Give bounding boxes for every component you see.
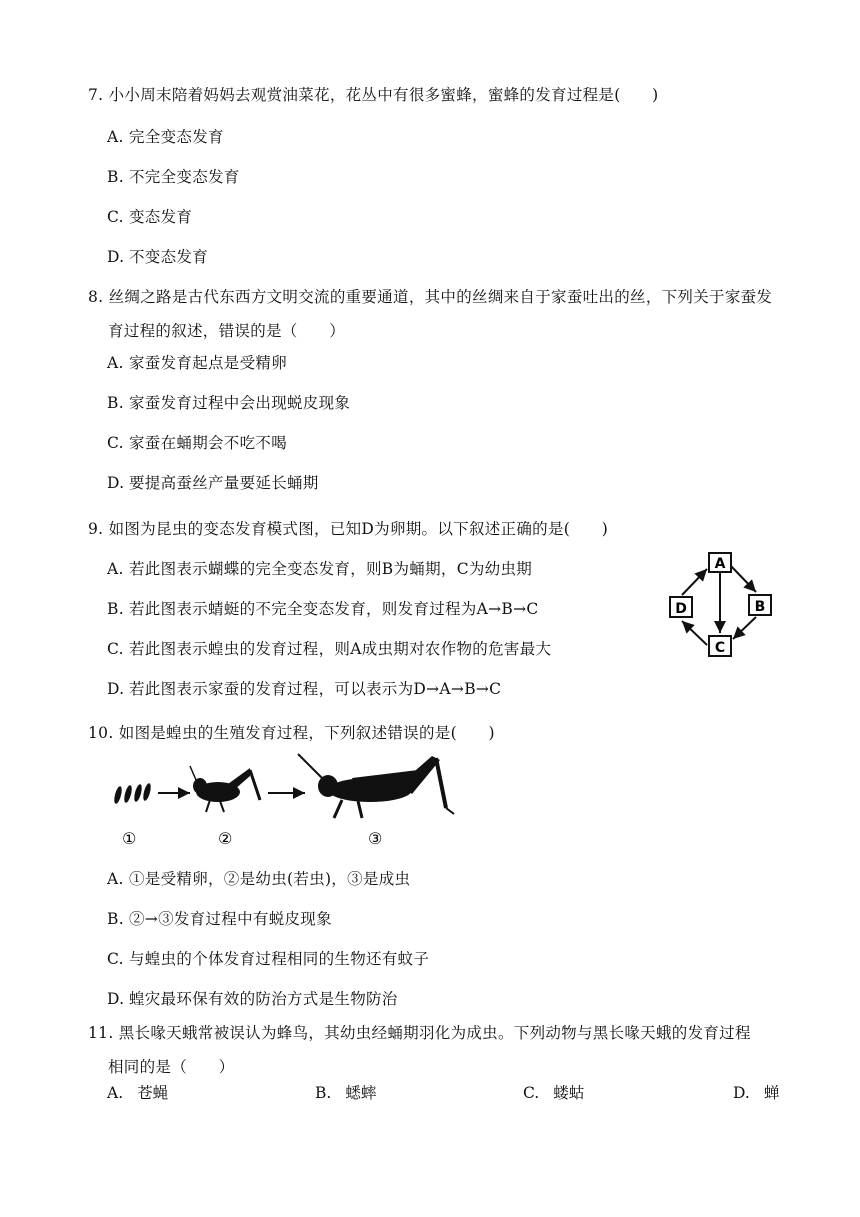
option-text: 家蚕发育起点是受精卵 xyxy=(129,354,288,372)
option-letter: A. xyxy=(107,354,124,372)
question-9-option-b xyxy=(107,598,539,620)
option-text: 若此图表示蝴蝶的完全变态发育，则B为蛹期，C为幼虫期 xyxy=(129,560,533,578)
option-letter: D. xyxy=(107,990,125,1008)
question-8-stem-line1: 8. 丝绸之路是古代东西方文明交流的重要通道，其中的丝绸来自于家蚕吐出的丝，下列关于家蚕发 xyxy=(88,288,773,306)
question-11-stem xyxy=(88,1016,800,1084)
arrow-b-to-c xyxy=(733,617,756,639)
question-7-option-b xyxy=(107,166,240,188)
figure-label-2: ② xyxy=(218,829,233,848)
arrow-d-to-a xyxy=(682,569,707,595)
option-text: ②→③发育过程中有蜕皮现象 xyxy=(129,910,332,928)
question-8-option-c xyxy=(107,432,287,454)
nymph-grasshopper-icon xyxy=(190,766,260,812)
question-10-option-a xyxy=(107,868,410,890)
option-text: 蝉 xyxy=(763,1084,780,1102)
question-8-option-a xyxy=(107,352,287,374)
option-text: 苍蝇 xyxy=(137,1084,169,1102)
option-text: 不完全变态发育 xyxy=(129,168,240,186)
option-letter: A. xyxy=(107,1084,124,1102)
question-10-option-b xyxy=(107,908,332,930)
option-text: ①是受精卵，②是幼虫(若虫)，③是成虫 xyxy=(129,870,411,888)
insect-metamorphosis-diagram xyxy=(660,545,780,665)
option-text: 不变态发育 xyxy=(129,248,209,266)
question-11-option-b xyxy=(315,1082,376,1104)
question-11-stem-line2: 相同的是（ ） xyxy=(108,1058,235,1076)
option-letter: B. xyxy=(315,1084,332,1102)
option-text: 若此图表示蝗虫的发育过程，则A成虫期对农作物的危害最大 xyxy=(129,640,552,658)
adult-grasshopper-icon xyxy=(298,754,454,818)
option-letter: A. xyxy=(107,560,124,578)
node-a-label: A xyxy=(714,556,726,572)
node-d-label: D xyxy=(675,601,687,617)
question-9-option-d xyxy=(107,678,501,700)
option-letter: B. xyxy=(107,394,124,412)
node-c xyxy=(709,636,731,656)
question-11-option-c xyxy=(523,1082,584,1104)
arrow-c-to-d xyxy=(682,621,707,645)
option-letter: D. xyxy=(107,680,125,698)
question-11-option-d xyxy=(733,1082,779,1104)
option-text: 蝼蛄 xyxy=(553,1084,585,1102)
option-letter: C. xyxy=(107,434,124,452)
egg-cluster-icon xyxy=(113,783,152,805)
question-9-option-c xyxy=(107,638,551,660)
question-10-option-d xyxy=(107,988,398,1010)
option-text: 完全变态发育 xyxy=(129,128,224,146)
question-9-option-a xyxy=(107,558,532,580)
figure-label-1: ① xyxy=(122,829,137,848)
question-8-option-b xyxy=(107,392,350,414)
option-letter: B. xyxy=(107,910,124,928)
question-7-option-c xyxy=(107,206,192,228)
option-text: 若此图表示家蚕的发育过程，可以表示为D→A→B→C xyxy=(129,680,502,698)
question-7-stem: 7. 小小周末陪着妈妈去观赏油菜花，花丛中有很多蜜蜂，蜜蜂的发育过程是( ) xyxy=(88,86,659,104)
node-b-label: B xyxy=(754,599,766,615)
option-text: 蟋蟀 xyxy=(345,1084,377,1102)
option-letter: D. xyxy=(107,248,125,266)
arrow-a-to-b xyxy=(730,565,756,592)
question-8-stem xyxy=(88,280,800,348)
option-letter: C. xyxy=(107,640,124,658)
option-text: 家蚕发育过程中会出现蜕皮现象 xyxy=(129,394,351,412)
node-a xyxy=(709,553,731,572)
option-letter: C. xyxy=(523,1084,540,1102)
question-7-option-d xyxy=(107,246,208,268)
option-text: 蝗灾最环保有效的防治方式是生物防治 xyxy=(129,990,398,1008)
node-b xyxy=(749,595,771,615)
option-letter: C. xyxy=(107,208,124,226)
option-text: 家蚕在蛹期会不吃不喝 xyxy=(129,434,288,452)
option-text: 若此图表示蜻蜓的不完全变态发育，则发育过程为A→B→C xyxy=(129,600,539,618)
figure-label-3: ③ xyxy=(368,829,383,848)
option-letter: D. xyxy=(733,1084,750,1102)
question-8-option-d xyxy=(107,472,319,494)
question-11-option-a xyxy=(107,1082,168,1104)
question-10-option-c xyxy=(107,948,429,970)
option-text: 要提高蚕丝产量要延长蛹期 xyxy=(129,474,319,492)
question-8-stem-line2: 育过程的叙述，错误的是（ ） xyxy=(108,322,346,340)
option-letter: B. xyxy=(107,168,124,186)
node-d xyxy=(670,597,692,617)
option-letter: B. xyxy=(107,600,124,618)
option-text: 变态发育 xyxy=(129,208,193,226)
question-10-stem: 10. 如图是蝗虫的生殖发育过程，下列叙述错误的是( ) xyxy=(88,724,495,742)
option-text: 与蝗虫的个体发育过程相同的生物还有蚊子 xyxy=(129,950,430,968)
question-11-stem-line1: 11. 黑长喙天蛾常被误认为蜂鸟，其幼虫经蛹期羽化为成虫。下列动物与黑长喙天蛾的发育过程 xyxy=(88,1024,751,1042)
node-c-label: C xyxy=(714,640,726,656)
option-letter: A. xyxy=(107,128,124,146)
question-9-stem: 9. 如图为昆虫的变态发育模式图，已知D为卵期。以下叙述正确的是( ) xyxy=(88,520,609,538)
grasshopper-lifecycle-figure xyxy=(100,748,460,854)
question-7-option-a xyxy=(107,126,224,148)
option-letter: A. xyxy=(107,870,124,888)
option-letter: C. xyxy=(107,950,124,968)
option-letter: D. xyxy=(107,474,125,492)
